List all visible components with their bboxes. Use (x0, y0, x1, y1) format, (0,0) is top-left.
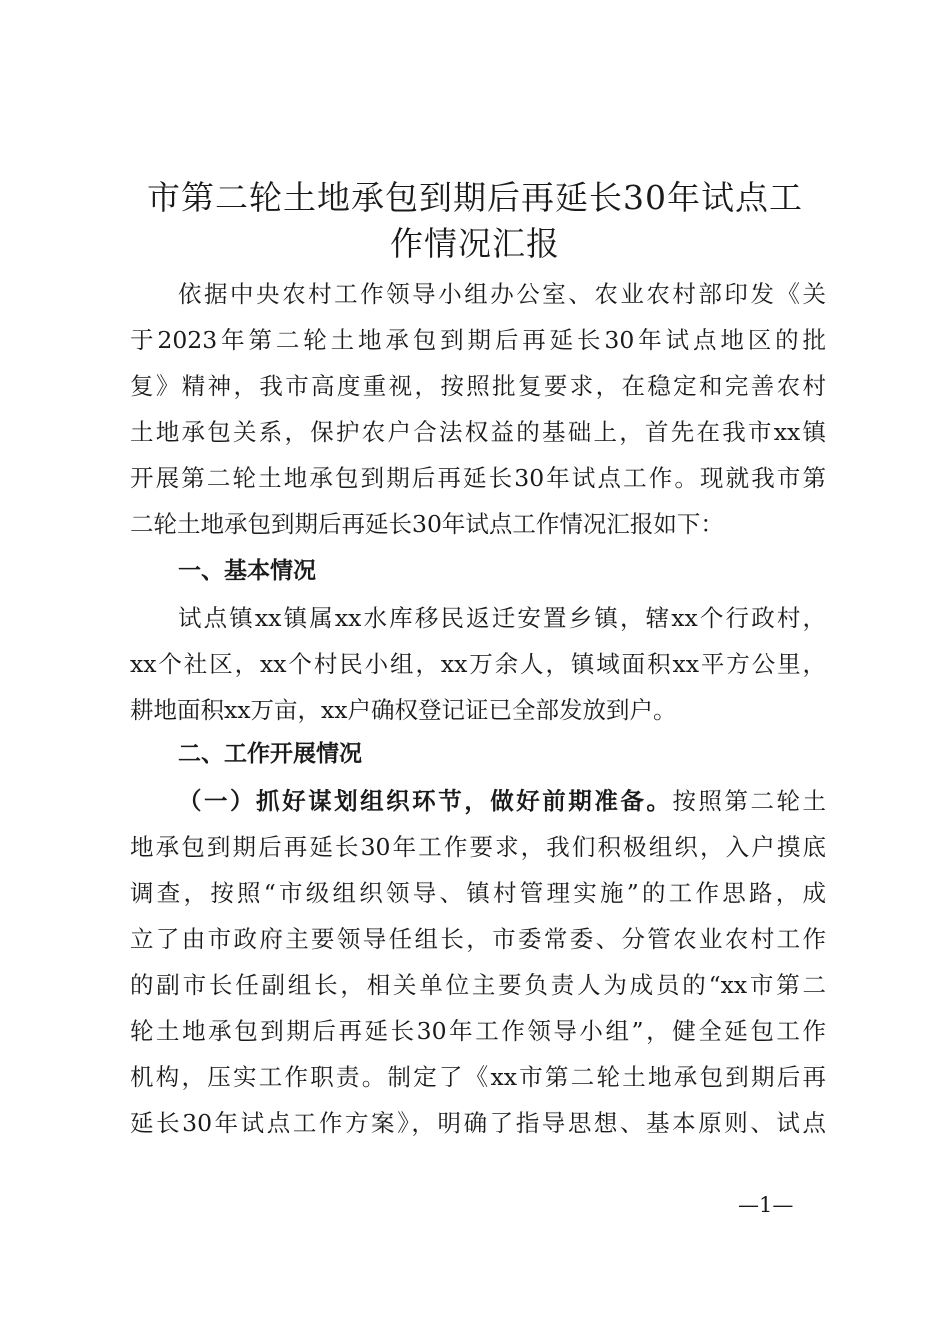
section-heading-basic: 一、基本情况 (178, 558, 316, 584)
intro-line: 二轮土地承包到期后再延长30年试点工作情况汇报如下： (130, 510, 724, 538)
intro-line: 复》精神，我市高度重视，按照批复要求，在稳定和完善农村 (130, 372, 826, 400)
subsection1-line: 的副市长任副组长，相关单位主要负责人为成员的“xx市第二 (130, 971, 826, 999)
intro-line: 土地承包关系，保护农户合法权益的基础上，首先在我市xx镇 (130, 418, 826, 446)
subsection1-line: 机构，压实工作职责。制定了《xx市第二轮土地承包到期后再 (130, 1063, 826, 1091)
section-heading-work: 二、工作开展情况 (178, 741, 362, 767)
subsection1-lead: （一）抓好谋划组织环节，做好前期准备。 (178, 787, 673, 815)
section1-line: 试点镇xx镇属xx水库移民返迁安置乡镇，辖xx个行政村， (178, 604, 826, 632)
subsection1-line: 立了由市政府主要领导任组长，市委常委、分管农业农村工作 (130, 925, 826, 953)
intro-line: 于2023年第二轮土地承包到期后再延长30年试点地区的批 (130, 326, 826, 354)
subsection1-line: 轮土地承包到期后再延长30年工作领导小组”，健全延包工作 (130, 1017, 826, 1045)
subsection1-line: 调查，按照“市级组织领导、镇村管理实施”的工作思路，成 (130, 879, 826, 907)
intro-line: 依据中央农村工作领导小组办公室、农业农村部印发《关 (178, 280, 826, 308)
page-number: —1— (738, 1193, 794, 1217)
document-title-line-2: 作情况汇报 (390, 224, 560, 263)
section1-line: xx个社区，xx个村民小组，xx万余人，镇域面积xx平方公里， (130, 650, 826, 678)
document-title-line-1: 市第二轮土地承包到期后再延长30年试点工 (147, 178, 803, 217)
section1-line: 耕地面积xx万亩，xx户确权登记证已全部发放到户。 (130, 696, 677, 724)
intro-line: 开展第二轮土地承包到期后再延长30年试点工作。现就我市第 (130, 464, 826, 492)
subsection1-line: 延长30年试点工作方案》，明确了指导思想、基本原则、试点 (130, 1109, 826, 1137)
subsection1-line: 地承包到期后再延长30年工作要求，我们积极组织，入户摸底 (130, 833, 826, 861)
subsection1-first-line (178, 786, 826, 816)
subsection1-first-rest: 按照第二轮土 (672, 787, 827, 815)
